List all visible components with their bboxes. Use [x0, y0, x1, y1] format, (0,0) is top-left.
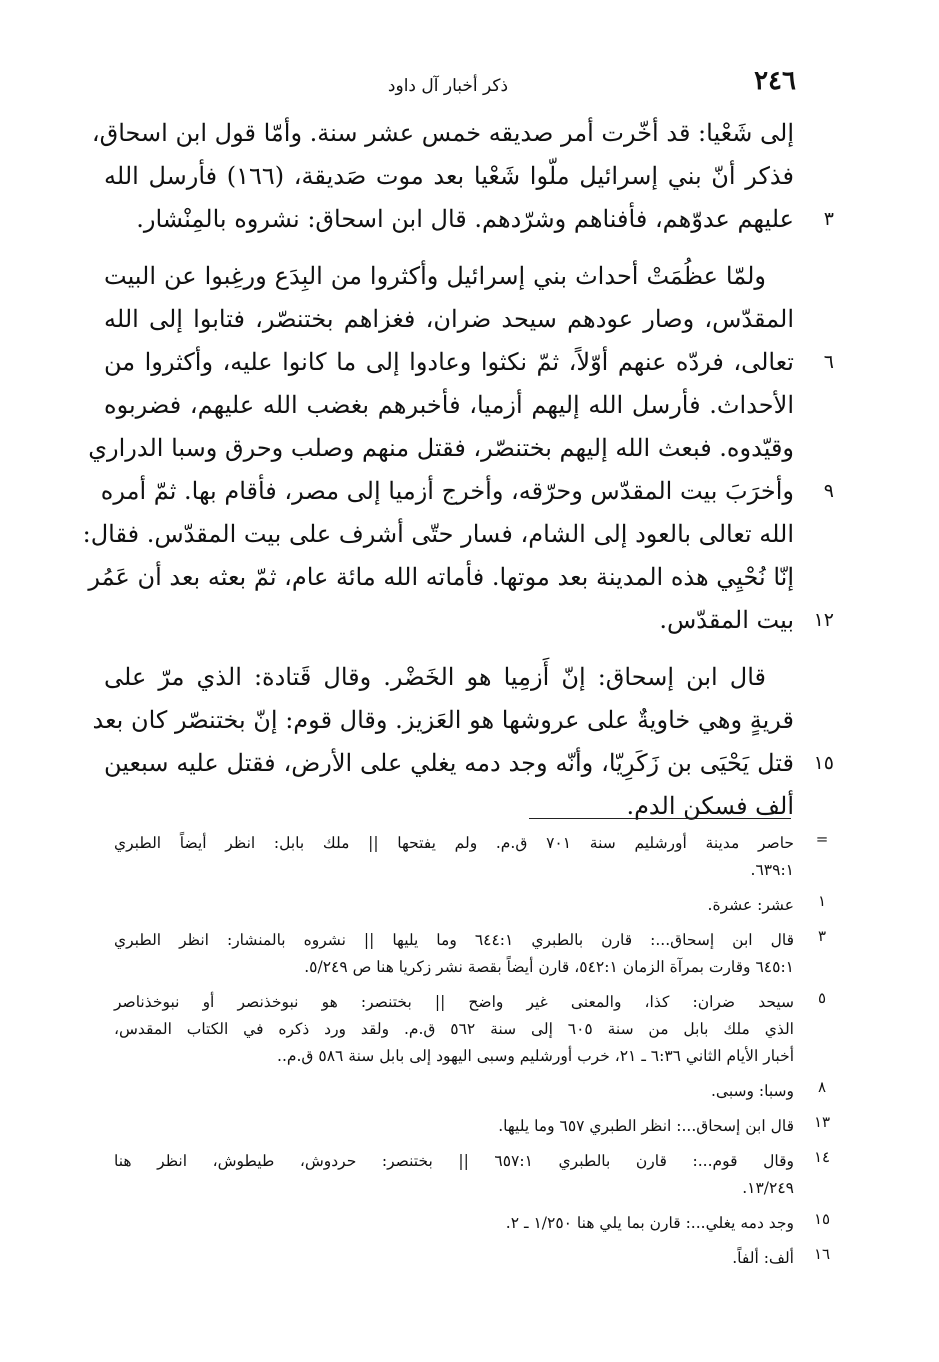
- line-text: قتل يَحْيَى بن زَكَرِيّا، وأنّه وجد دمه يغلي على الأرض، فقتل عليه سبعين: [104, 749, 794, 777]
- line-text: قال ابن إسحاق: إنّ أَزمِيا هو الخَضْر. وقال قَتادة: الذي مرّ على: [104, 663, 766, 691]
- text-line: [104, 656, 794, 699]
- line-text: عليهم عدوّهم، فأفناهم وشرّدهم. قال ابن اسحاق: نشروه بالمِنْشار.: [136, 205, 794, 233]
- footnote-line: ٦٣٩:١.: [750, 861, 794, 879]
- footnote-line: سيحد ضران: كذا، والمعنى غير واضح || بختنصر: هو نبوخذنصر أو نبوخذناصر: [114, 993, 794, 1011]
- footnote: [114, 1078, 827, 1105]
- footnote: [114, 927, 827, 981]
- paragraph: [92, 656, 834, 828]
- footnote-number: ١٥: [813, 1210, 831, 1228]
- footnote-line: وسبا: وسبى.: [710, 1082, 794, 1100]
- text-line: [104, 155, 794, 198]
- footnote: [114, 1148, 831, 1202]
- footnote-line: ألف: ألفاً.: [732, 1249, 794, 1267]
- text-line: [104, 198, 834, 241]
- text-line: [104, 341, 834, 384]
- footnote-number: =: [815, 830, 829, 848]
- footnote-line: وجد دمه يغلي...: قارن بما يلي هنا ١/٢٥٠ ـ ٢.: [505, 1214, 794, 1232]
- footnote-separator: [529, 818, 791, 819]
- footnote: [114, 989, 827, 1070]
- footnote-number: ١: [817, 892, 827, 910]
- line-text: الله تعالى بالعود إلى الشام، فسار حتّى أشرف على بيت المقدّس. فقال:: [82, 520, 794, 548]
- main-text: [82, 112, 834, 828]
- footnote-line: الذي ملك بابل من سنة ٦٠٥ إلى سنة ٥٦٢ ق.م. ولقد ورد ذكره في الكتاب المقدس،: [114, 1020, 794, 1038]
- line-number: ٩: [823, 480, 834, 502]
- text-line: [104, 255, 794, 298]
- footnote-line: حاصر مدينة أورشليم سنة ٧٠١ ق.م. ولم يفتحها || ملك بابل: انظر أيضاً الطبري: [114, 834, 794, 852]
- running-title: ذكر أخبار آل داود: [387, 76, 509, 96]
- text-line: [104, 599, 834, 642]
- footnote-line: ٦٤٥:١ وقارت بمرآة الزمان ٥٤٢:١، قارن أيضاً بقصة نشر زكريا هنا ص ٥/٢٤٩.: [304, 958, 794, 976]
- line-text: إنّا نُحْيِي هذه المدينة بعد موتها. فأماته الله مائة عام، ثمّ بعثه بعد أن عَمُر: [88, 563, 794, 591]
- footnote-number: ٥: [817, 989, 827, 1007]
- footnote: [114, 1245, 831, 1272]
- footnote-line: قال ابن إسحاق...: قارن بالطبري ٦٤٤:١ وما يليها || نشروه بالمنشار: انظر الطبري: [114, 931, 794, 949]
- paragraph: [91, 112, 834, 241]
- footnote: [114, 830, 829, 884]
- line-text: إلى شَعْيا: قد أخّرت أمر صديقه خمس عشر سنة. وأمّا قول ابن اسحاق،: [91, 119, 794, 147]
- text-line: [88, 556, 794, 599]
- text-line: [91, 112, 794, 155]
- line-number: ١٥: [813, 752, 834, 774]
- line-text: المقدّس، وصار عودهم سيحد ضران، فغزاهم بختنصّر، فتابوا إلى الله: [104, 305, 794, 333]
- line-number: ٣: [823, 208, 834, 230]
- text-line: [104, 298, 794, 341]
- text-line: [100, 470, 834, 513]
- footnote-line: وقال قوم...: قارن بالطبري ٦٥٧:١ || بختنصر: حردوش، طيطوش، انظر هنا: [114, 1152, 794, 1170]
- footnotes: [114, 830, 831, 1280]
- footnote-number: ١٣: [813, 1113, 831, 1131]
- footnote: [114, 892, 827, 919]
- footnote: [114, 1210, 831, 1237]
- line-text: ألف فسكن الدم.: [626, 792, 794, 820]
- footnote-number: ٨: [817, 1078, 827, 1096]
- footnote: [114, 1113, 831, 1140]
- text-line: [88, 427, 794, 470]
- text-line: [104, 742, 834, 785]
- line-text: فذكر أنّ بني إسرائيل ملّوا شَعْيا بعد موت صَديقة، (١٦٦) فأرسل الله: [104, 162, 794, 190]
- footnote-line: قال ابن إسحاق...: انظر الطبري ٦٥٧ وما يليها.: [498, 1117, 794, 1135]
- footnote-line: ١٣/٢٤٩.: [742, 1179, 794, 1197]
- line-number: ٦: [823, 351, 834, 373]
- line-number: ١٢: [813, 609, 834, 631]
- footnote-line: أخبار الأيام الثاني ٦:٣٦ ـ ٢١، خرب أورشليم وسبى اليهود إلى بابل سنة ٥٨٦ ق.م..: [277, 1047, 794, 1065]
- text-line: [104, 384, 794, 427]
- text-line: [104, 785, 794, 828]
- line-text: بيت المقدّس.: [659, 606, 794, 634]
- footnote-number: ١٤: [813, 1148, 831, 1166]
- line-text: وقيّدوه. فبعث الله إليهم بختنصّر، فقتل منهم وصلب وحرق وسبا الدراري: [88, 434, 794, 462]
- text-line: [92, 699, 794, 742]
- text-line: [82, 513, 794, 556]
- footnote-number: ٣: [817, 927, 827, 945]
- footnote-line: عشر: عشرة.: [707, 896, 794, 914]
- line-text: ولمّا عظُمَتْ أحداث بني إسرائيل وأكثروا من البِدَع ورغِبوا عن البيت: [104, 262, 766, 290]
- running-header: [100, 66, 796, 106]
- paragraph: [82, 255, 834, 642]
- line-text: قريةٍ وهي خاويةٌ على عروشها هو العَزيز. وقال قوم: إنّ بختنصّر كان بعد: [92, 706, 794, 734]
- footnote-number: ١٦: [813, 1245, 831, 1263]
- line-text: تعالى، فردّه عنهم أوّلاً، ثمّ نكثوا وعادوا إلى ما كانوا عليه، وأكثروا من: [104, 348, 794, 376]
- line-text: وأخرَبَ بيت المقدّس وحرّقه، وأخرج أزميا إلى مصر، فأقام بها. ثمّ أمره: [100, 477, 794, 505]
- line-text: الأحداث. فأرسل الله إليهم أزميا، فأخبرهم بغضب الله عليهم، فضربوه: [104, 391, 794, 419]
- page-number: ٢٤٦: [754, 66, 796, 96]
